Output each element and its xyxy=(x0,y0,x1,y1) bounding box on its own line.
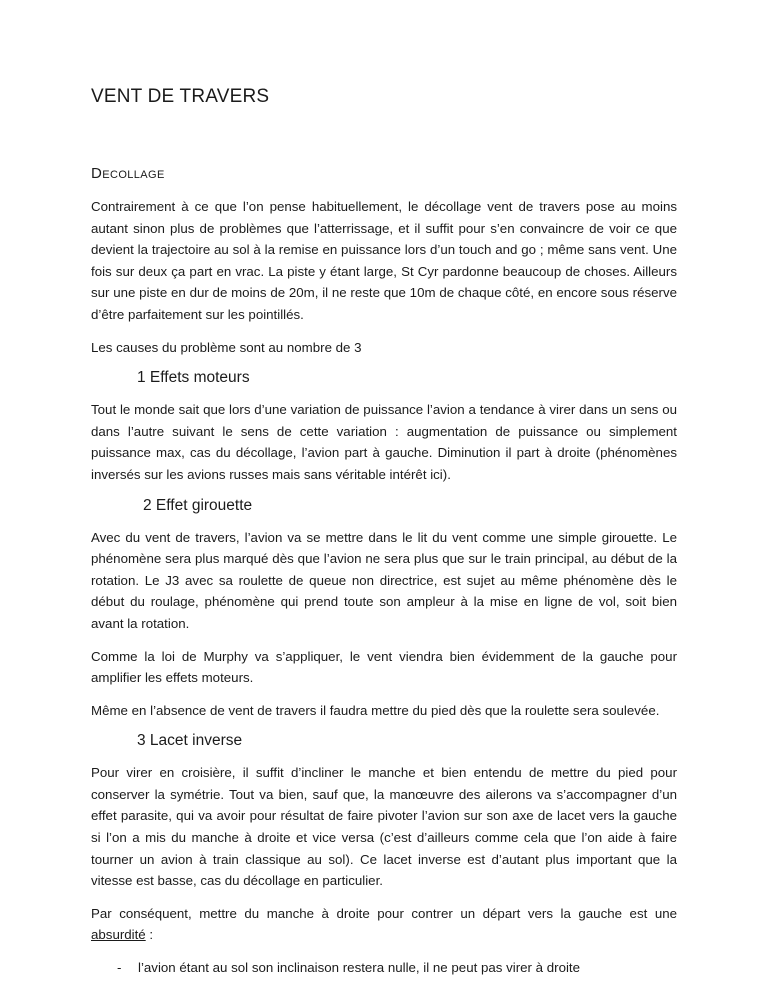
paragraph-text-after: : xyxy=(145,927,154,943)
paragraph-lacet-inverse-2 xyxy=(91,903,677,946)
heading-effets-moteurs: 1 Effets moteurs xyxy=(137,369,250,387)
paragraph-effets-moteurs-1: Tout le monde sait que lors d’une variation de puissance l’avion a tendance à virer dans un sens ou dans l’autre suivant le sens de cette variation : augmentation de puissance ou simplement puissance max, cas du décollage, l’avion part à gauche. Diminution il part à droite (phénomènes inversés sur les avions russes mais sans véritable intérêt ici). xyxy=(91,402,677,482)
paragraph-text-before: Par conséquent, mettre du manche à droite pour contrer un départ vers la gauche est une xyxy=(91,905,677,921)
underlined-word: absurdité xyxy=(91,927,146,943)
section-heading-decollage: Decollage xyxy=(91,165,165,182)
document-title: VENT DE TRAVERS xyxy=(91,86,270,107)
heading-effet-girouette: 2 Effet girouette xyxy=(143,496,253,514)
paragraph-lacet-inverse-1: Pour virer en croisière, il suffit d’incliner le manche et bien entendu de mettre du pied pour conserver la symétrie. Tout va bien, sauf que, la manœuvre des ailerons va s’accompagner d’un effet parasite, qui va avoir pour résultat de faire pivoter l’avion sur son axe de lacet vers la gauche si l’on a mis du manche à droite et vice versa (c’est d’ailleurs comme cela que l’on aide à faire tourner un avion à train classique au sol). Ce lacet inverse est d’autant plus important que la vitesse est basse, cas du décollage en particulier. xyxy=(91,765,677,889)
paragraph-effet-girouette-1: Avec du vent de travers, l’avion va se mettre dans le lit du vent comme une simple girouette. Le phénomène sera plus marqué dès que l’avion ne sera plus que sur le train principal, au début de la rotation. Le J3 avec sa roulette de queue non directrice, est sujet au même phénomène dès le début du roulage, phénomène qui prend toute son ampleur à la mise en ligne de vol, soit bien avant la rotation. xyxy=(91,529,677,631)
bullet-text: l’avion étant au sol son inclinaison restera nulle, il ne peut pas virer à droite xyxy=(138,960,581,976)
bullet-item xyxy=(117,957,677,979)
paragraph-decollage-2: Les causes du problème sont au nombre de 3 xyxy=(91,339,362,355)
paragraph-effet-girouette-3: Même en l’absence de vent de travers il faudra mettre du pied dès que la roulette sera soulevée. xyxy=(91,702,660,718)
paragraph-decollage-1: Contrairement à ce que l’on pense habituellement, le décollage vent de travers pose au moins autant sinon plus de problèmes que l’atterrissage, et il suffit pour s’en convaincre de voir ce que devient la trajectoire au sol à la remise en puissance lors d’un touch and go ; même sans vent. Une fois sur deux ça part en vrac. La piste y étant large, St Cyr pardonne beaucoup de choses. Ailleurs sur une piste en dur de moins de 20m, il ne reste que 10m de chaque côté, en encore sous réserve d’être parfaitement sur les pointillés. xyxy=(91,199,677,322)
bullet-marker: - xyxy=(117,960,122,976)
paragraph-effet-girouette-2: Comme la loi de Murphy va s’appliquer, le vent viendra bien évidemment de la gauche pour amplifier les effets moteurs. xyxy=(91,648,677,686)
heading-lacet-inverse: 3 Lacet inverse xyxy=(137,732,243,750)
